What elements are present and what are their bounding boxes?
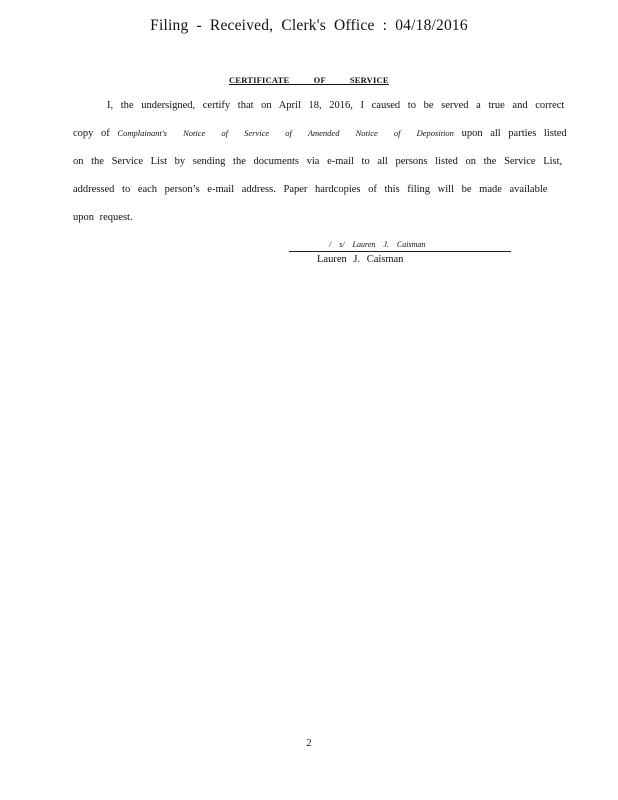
served-document-title: Complainant's Notice of Service of Amended Notice of Deposition (117, 128, 454, 138)
page-number: 2 (306, 738, 312, 749)
certificate-line-3: on the Service List by sending the documents via e-mail to all persons listed on the Service List, (73, 156, 563, 167)
signatory-name: Lauren J. Caisman (317, 254, 404, 265)
certificate-line-2 (73, 128, 567, 139)
signature-line (289, 251, 511, 252)
filing-stamp-header: Filing - Received, Clerk's Office : 04/18/2016 (150, 17, 468, 34)
certificate-line-1: I, the undersigned, certify that on April 18, 2016, I caused to be served a true and correct (107, 100, 565, 111)
line-2-prefix: copy of (73, 128, 110, 139)
line-2-suffix: upon all parties listed (461, 128, 567, 139)
certificate-title: CERTIFICATE OF SERVICE (229, 75, 389, 85)
electronic-signature: / s/ Lauren J. Caisman (329, 240, 426, 249)
certificate-line-4: addressed to each person’s e-mail address. Paper hardcopies of this filing will be made available (73, 184, 548, 195)
certificate-line-5: upon request. (73, 212, 133, 223)
